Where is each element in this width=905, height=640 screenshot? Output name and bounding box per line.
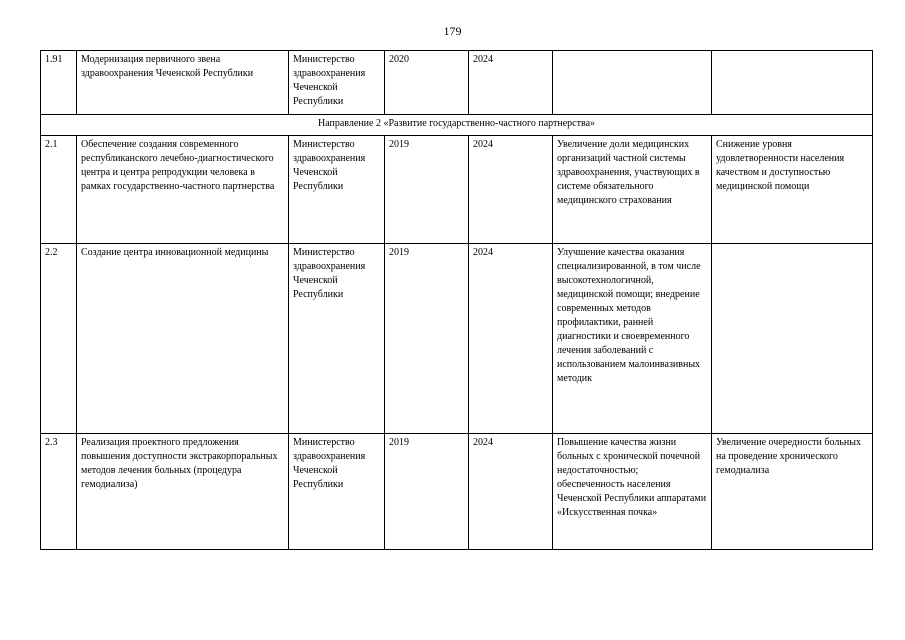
measure-name: Модернизация первичного звена здравоохранения Чеченской Республики [77,51,289,115]
row-number: 2.3 [41,434,77,550]
section-header: Направление 2 «Развитие государственно-частного партнерства» [41,115,873,136]
impact-if-not-done [712,51,873,115]
expected-result: Улучшение качества оказания специализированной, в том числе высокотехнологичной, медицинской помощи; внедрение современных методов профилактики, ранней диагностики и своевременного лечения заболеваний с использованием малоинвазивных методик [553,244,712,434]
measure-name: Создание центра инновационной медицины [77,244,289,434]
table-row [41,434,873,550]
executor: Министерство здравоохранения Чеченской Республики [289,244,385,434]
row-number: 2.1 [41,136,77,244]
page-number: 179 [443,24,462,38]
expected-result: Увеличение доли медицинских организаций частной системы здравоохранения, участвующих в системе обязательного медицинского страхования [553,136,712,244]
measures-table [40,50,873,550]
row-number: 2.2 [41,244,77,434]
end-year: 2024 [469,51,553,115]
impact-if-not-done: Увеличение очередности больных на проведение хронического гемодиализа [712,434,873,550]
end-year: 2024 [469,136,553,244]
start-year: 2019 [385,434,469,550]
table-row [41,136,873,244]
end-year: 2024 [469,244,553,434]
end-year: 2024 [469,434,553,550]
executor: Министерство здравоохранения Чеченской Республики [289,434,385,550]
measure-name: Обеспечение создания современного республиканского лечебно-диагностического центра и центра репродукции человека в рамках государственно-частного партнерства [77,136,289,244]
table-row [41,244,873,434]
start-year: 2019 [385,244,469,434]
executor: Министерство здравоохранения Чеченской Республики [289,51,385,115]
start-year: 2020 [385,51,469,115]
expected-result [553,51,712,115]
table-row [41,51,873,115]
section-row [41,115,873,136]
impact-if-not-done: Снижение уровня удовлетворенности населения качеством и доступностью медицинской помощи [712,136,873,244]
measure-name: Реализация проектного предложения повышения доступности экстракорпоральных методов лечения больных (процедура гемодиализа) [77,434,289,550]
impact-if-not-done [712,244,873,434]
row-number: 1.91 [41,51,77,115]
executor: Министерство здравоохранения Чеченской Республики [289,136,385,244]
start-year: 2019 [385,136,469,244]
expected-result: Повышение качества жизни больных с хронической почечной недостаточностью; обеспеченность населения Чеченской Республики аппаратами «Искусственная почка» [553,434,712,550]
